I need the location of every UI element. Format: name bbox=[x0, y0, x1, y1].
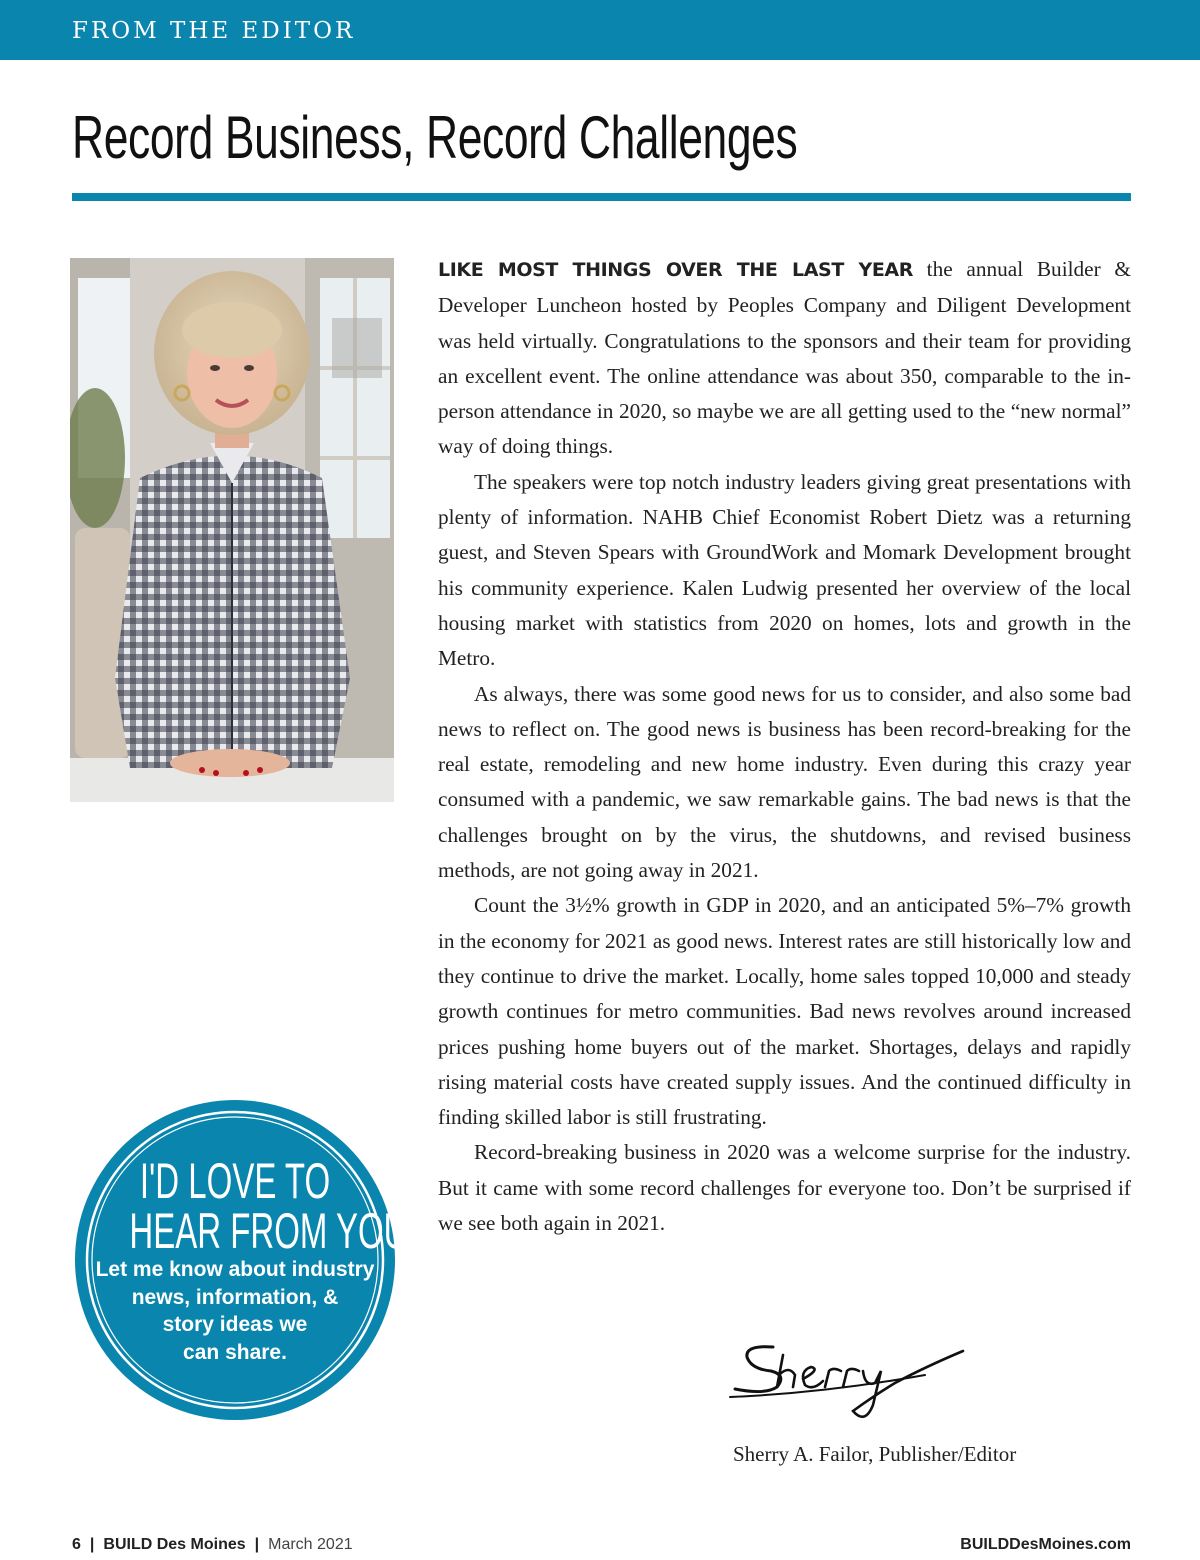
article-title: Record Business, Record Challenges bbox=[72, 104, 798, 171]
title-divider bbox=[72, 193, 1131, 201]
handwritten-signature bbox=[725, 1335, 970, 1430]
callout-body-line: Let me know about industry bbox=[95, 1258, 375, 1281]
callout-heading-line: HEAR FROM YOU! bbox=[129, 1203, 417, 1259]
footer-separator: | bbox=[254, 1536, 260, 1553]
article-paragraph: As always, there was some good news for us to consider, and also some bad news to reflect on. The good news is business has been record-breaking for the real estate, remodeling and new home industry. Even during this crazy year consumed with a pandemic, we saw remarkable gains. The bad news is that the challenges brought on by the virus, the shutdowns, and revised business methods, are not going away in 2021. bbox=[438, 681, 1131, 883]
article-body bbox=[438, 252, 1131, 1241]
editor-photo bbox=[70, 258, 394, 802]
website-link[interactable]: BUILDDesMoines.com bbox=[960, 1536, 1131, 1553]
article-paragraph bbox=[438, 252, 1131, 465]
callout-body-line: story ideas we bbox=[162, 1313, 308, 1336]
section-label: FROM THE EDITOR bbox=[72, 18, 356, 44]
contact-callout-badge bbox=[75, 1100, 417, 1420]
issue-date: March 2021 bbox=[268, 1536, 353, 1553]
article-paragraph: The speakers were top notch industry leaders giving great presentations with plenty of information. NAHB Chief Economist Robert Dietz was a returning guest, and Steven Spears with GroundWork and Momark Development brought his community experience. Kalen Ludwig presented her overview of the local housing market with statistics from 2020 on homes, lots and growth in the Metro. bbox=[438, 469, 1131, 671]
article-paragraph-text: the annual Builder & Developer Luncheon hosted by Peoples Company and Diligent Development was held virtually. Congratulations to the sponsors and their team for providing an excellent event. The online attendance was about 350, comparable to the in-person attendance in 2020, so maybe we are all getting used to the “new normal” way of doing things. bbox=[438, 257, 1131, 459]
callout-heading bbox=[129, 1153, 417, 1259]
callout-body-line: can share. bbox=[183, 1340, 287, 1364]
article-paragraph: Record-breaking business in 2020 was a welcome surprise for the industry. But it came with some record challenges for everyone too. Don’t be surprised if we see both again in 2021. bbox=[438, 1140, 1131, 1236]
page-number: 6 bbox=[72, 1536, 81, 1553]
section-header-bar bbox=[0, 0, 1200, 60]
callout-heading-line: I'D LOVE TO bbox=[139, 1153, 331, 1209]
publication-name: BUILD Des Moines bbox=[103, 1536, 246, 1553]
article-lead-in: LIKE MOST THINGS OVER THE LAST YEAR bbox=[438, 259, 913, 281]
article-paragraph: Count the 3½% growth in GDP in 2020, and an anticipated 5%–7% growth in the economy for 2021 as good news. Interest rates are still historically low and they continue to drive the market. Locally, home sales topped 10,000 and steady growth continues for metro communities. Bad news revolves around increased prices pushing home buyers out of the market. Shortages, delays and rapidly rising material costs have created supply issues. And the continued difficulty in finding skilled labor is still frustrating. bbox=[438, 893, 1131, 1130]
footer-separator: | bbox=[89, 1536, 95, 1553]
page-footer bbox=[72, 1536, 1131, 1560]
callout-body-line: news, information, & bbox=[131, 1285, 339, 1309]
footer-page-info bbox=[72, 1536, 353, 1554]
signer-name: Sherry A. Failor, Publisher/Editor bbox=[733, 1442, 1017, 1466]
callout-body bbox=[95, 1256, 375, 1366]
